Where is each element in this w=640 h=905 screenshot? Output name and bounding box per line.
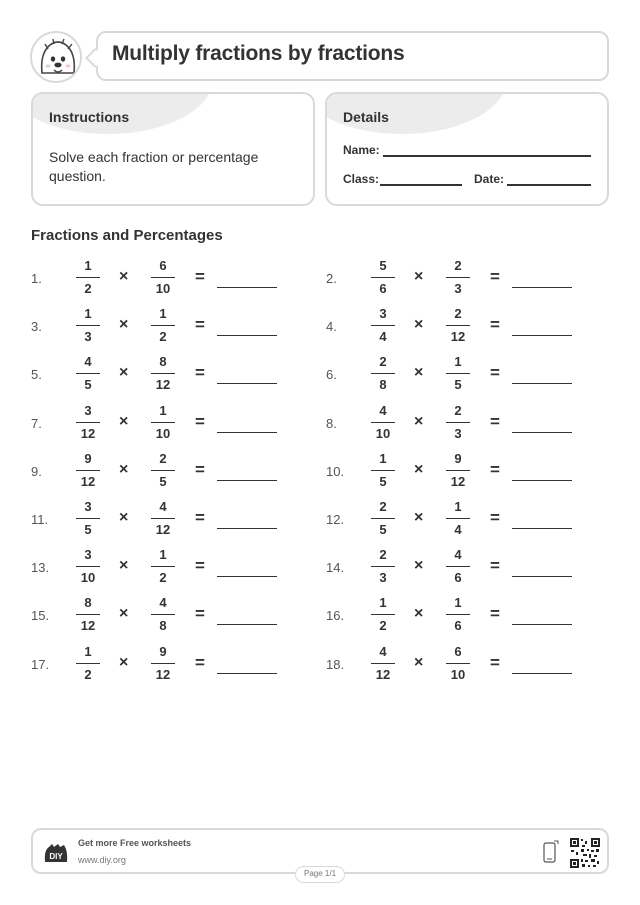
fraction-numerator: 3 bbox=[84, 499, 92, 514]
fraction-numerator: 2 bbox=[454, 258, 462, 273]
fraction-numerator: 4 bbox=[379, 402, 387, 418]
fraction-bar bbox=[446, 325, 470, 326]
problem-number: 16. bbox=[326, 608, 345, 624]
equals-sign: = bbox=[490, 508, 500, 527]
problem-item bbox=[326, 546, 586, 592]
fraction-numerator: 4 bbox=[379, 643, 387, 659]
problem-number: 12. bbox=[326, 512, 345, 527]
fraction bbox=[149, 594, 177, 635]
problem-item bbox=[31, 257, 291, 303]
date-field[interactable] bbox=[507, 184, 591, 186]
problem-number: 1. bbox=[31, 271, 42, 286]
problem-number: 7. bbox=[31, 415, 42, 431]
fraction-bar bbox=[446, 566, 470, 567]
fraction bbox=[149, 546, 177, 587]
fraction-numerator: 1 bbox=[84, 258, 92, 273]
fraction-bar bbox=[76, 422, 100, 423]
fraction-numerator: 1 bbox=[84, 643, 92, 659]
problem-item bbox=[326, 402, 586, 448]
fraction-denominator: 6 bbox=[454, 618, 462, 634]
fraction-numerator: 2 bbox=[159, 450, 167, 466]
fraction-denominator: 10 bbox=[155, 281, 171, 296]
fraction-bar bbox=[151, 277, 175, 278]
fraction bbox=[149, 257, 177, 298]
fraction-denominator: 3 bbox=[379, 570, 387, 586]
fraction bbox=[369, 498, 397, 539]
fraction bbox=[149, 498, 177, 539]
fraction-bar bbox=[151, 373, 175, 374]
answer-field[interactable] bbox=[217, 673, 277, 674]
fraction-bar bbox=[446, 518, 470, 519]
fraction-numerator: 6 bbox=[159, 258, 167, 273]
problem-number: 3. bbox=[31, 319, 42, 335]
fraction-bar bbox=[76, 566, 100, 567]
problem-item bbox=[326, 594, 586, 640]
equals-sign: = bbox=[490, 315, 500, 335]
problem-item bbox=[31, 305, 291, 351]
fraction-denominator: 3 bbox=[454, 281, 462, 296]
problem-item bbox=[31, 353, 291, 399]
details-heading: Details bbox=[343, 109, 389, 125]
instructions-text: Solve each fraction or percentage question. bbox=[49, 149, 259, 184]
equals-sign: = bbox=[195, 363, 205, 383]
problem-item bbox=[31, 546, 291, 592]
equals-sign: = bbox=[490, 556, 500, 576]
fraction bbox=[369, 546, 397, 587]
fraction bbox=[444, 450, 472, 491]
diy-logo-icon bbox=[43, 842, 69, 864]
fraction-denominator: 12 bbox=[155, 522, 171, 537]
fraction bbox=[149, 402, 177, 443]
times-sign: × bbox=[414, 460, 424, 478]
fraction-denominator: 8 bbox=[159, 618, 167, 634]
fraction-bar bbox=[371, 614, 395, 615]
class-field[interactable] bbox=[380, 184, 462, 186]
fraction-denominator: 2 bbox=[84, 281, 92, 296]
fraction-numerator: 9 bbox=[84, 450, 92, 466]
problem-number: 2. bbox=[326, 271, 337, 286]
mascot-avatar bbox=[30, 31, 82, 83]
fraction-numerator: 8 bbox=[159, 354, 167, 370]
fraction-numerator: 1 bbox=[159, 547, 167, 563]
fraction-numerator: 4 bbox=[159, 499, 167, 514]
fraction-bar bbox=[371, 325, 395, 326]
fraction-numerator: 3 bbox=[84, 402, 92, 418]
fraction bbox=[369, 450, 397, 491]
fraction bbox=[369, 305, 397, 346]
fraction-denominator: 12 bbox=[375, 666, 391, 682]
answer-field[interactable] bbox=[217, 432, 277, 433]
fraction-numerator: 1 bbox=[454, 595, 462, 611]
times-sign: × bbox=[119, 653, 129, 671]
fraction-bar bbox=[371, 422, 395, 423]
fraction-bar bbox=[371, 663, 395, 664]
equals-sign: = bbox=[195, 604, 205, 624]
fraction-numerator: 4 bbox=[454, 547, 462, 563]
times-sign: × bbox=[119, 509, 129, 526]
fraction-denominator: 10 bbox=[375, 425, 391, 441]
fraction-bar bbox=[371, 277, 395, 278]
fraction-bar bbox=[151, 566, 175, 567]
fraction bbox=[149, 305, 177, 346]
fraction-denominator: 2 bbox=[159, 329, 167, 345]
answer-field[interactable] bbox=[512, 335, 572, 336]
fraction-denominator: 12 bbox=[155, 377, 171, 393]
problem-number: 10. bbox=[326, 463, 345, 479]
fraction bbox=[444, 546, 472, 587]
fraction-bar bbox=[151, 422, 175, 423]
fraction-bar bbox=[151, 325, 175, 326]
fraction-denominator: 5 bbox=[379, 522, 387, 537]
fraction-denominator: 12 bbox=[155, 666, 171, 682]
fraction-denominator: 5 bbox=[84, 522, 92, 537]
date-label: Date: bbox=[474, 172, 505, 186]
problem-number: 15. bbox=[31, 608, 50, 624]
fraction-numerator: 1 bbox=[454, 354, 462, 370]
problem-number: 4. bbox=[326, 319, 337, 335]
fraction-bar bbox=[446, 470, 470, 471]
answer-field[interactable] bbox=[512, 432, 572, 433]
fraction-denominator: 12 bbox=[80, 473, 96, 489]
phone-icon bbox=[543, 840, 559, 864]
fraction bbox=[74, 546, 102, 587]
fraction-numerator: 1 bbox=[379, 595, 387, 611]
fraction-bar bbox=[371, 566, 395, 567]
equals-sign: = bbox=[195, 459, 205, 479]
fraction-denominator: 10 bbox=[80, 570, 96, 586]
answer-field[interactable] bbox=[512, 624, 572, 625]
fraction-denominator: 8 bbox=[379, 377, 387, 393]
fraction-bar bbox=[151, 663, 175, 664]
fraction-denominator: 12 bbox=[80, 618, 96, 634]
fraction-numerator: 1 bbox=[159, 306, 167, 322]
fraction-denominator: 2 bbox=[379, 618, 387, 634]
fraction bbox=[74, 498, 102, 539]
fraction-denominator: 4 bbox=[379, 329, 387, 345]
fraction-bar bbox=[446, 422, 470, 423]
fraction-bar bbox=[371, 373, 395, 374]
equals-sign: = bbox=[490, 267, 500, 286]
name-label: Name: bbox=[343, 143, 380, 157]
fraction-denominator: 12 bbox=[450, 329, 466, 345]
fraction-bar bbox=[151, 518, 175, 519]
fraction-bar bbox=[446, 277, 470, 278]
fraction-denominator: 6 bbox=[454, 570, 462, 586]
answer-field[interactable] bbox=[512, 383, 572, 384]
fraction bbox=[444, 594, 472, 635]
fraction bbox=[74, 450, 102, 491]
answer-field[interactable] bbox=[512, 528, 572, 529]
fraction bbox=[369, 643, 397, 684]
problem-item bbox=[326, 498, 586, 544]
fraction-bar bbox=[446, 373, 470, 374]
times-sign: × bbox=[414, 653, 424, 671]
times-sign: × bbox=[414, 412, 424, 430]
fraction bbox=[74, 257, 102, 298]
fraction bbox=[369, 257, 397, 298]
answer-field[interactable] bbox=[512, 673, 572, 674]
answer-field[interactable] bbox=[512, 576, 572, 577]
fraction-bar bbox=[446, 614, 470, 615]
page-title: Multiply fractions by fractions bbox=[112, 42, 405, 65]
fraction-numerator: 1 bbox=[84, 306, 92, 322]
fraction-numerator: 4 bbox=[84, 354, 92, 370]
answer-field[interactable] bbox=[217, 287, 277, 288]
fraction bbox=[74, 402, 102, 443]
problem-number: 9. bbox=[31, 463, 42, 479]
problem-number: 11. bbox=[31, 512, 49, 527]
fraction bbox=[369, 594, 397, 635]
fraction-denominator: 5 bbox=[379, 473, 387, 489]
fraction-bar bbox=[76, 325, 100, 326]
problem-item bbox=[31, 498, 291, 544]
fraction-numerator: 1 bbox=[159, 402, 167, 418]
fraction-denominator: 2 bbox=[84, 666, 92, 682]
problem-number: 17. bbox=[31, 656, 50, 672]
times-sign: × bbox=[119, 412, 129, 430]
fraction-numerator: 6 bbox=[454, 643, 462, 659]
fraction bbox=[149, 643, 177, 684]
fraction-bar bbox=[76, 518, 100, 519]
equals-sign: = bbox=[195, 652, 205, 672]
fraction bbox=[74, 353, 102, 394]
answer-field[interactable] bbox=[512, 287, 572, 288]
fraction-denominator: 6 bbox=[379, 281, 387, 296]
fraction-numerator: 3 bbox=[379, 306, 387, 322]
fraction bbox=[149, 450, 177, 491]
fraction-denominator: 10 bbox=[155, 425, 171, 441]
problem-number: 8. bbox=[326, 415, 337, 431]
instructions-panel bbox=[31, 92, 315, 206]
fraction-denominator: 12 bbox=[450, 473, 466, 489]
logo-text: DIY bbox=[49, 852, 63, 861]
equals-sign: = bbox=[195, 315, 205, 335]
fraction-numerator: 9 bbox=[454, 450, 462, 466]
times-sign: × bbox=[414, 605, 424, 623]
fraction-denominator: 3 bbox=[84, 329, 92, 345]
times-sign: × bbox=[414, 509, 424, 526]
equals-sign: = bbox=[195, 267, 205, 286]
problem-item bbox=[326, 305, 586, 351]
problem-item bbox=[326, 643, 586, 689]
fraction bbox=[444, 498, 472, 539]
problem-number: 13. bbox=[31, 560, 50, 576]
fraction bbox=[74, 594, 102, 635]
fraction bbox=[369, 402, 397, 443]
times-sign: × bbox=[414, 557, 424, 575]
fraction bbox=[444, 257, 472, 298]
problem-number: 14. bbox=[326, 560, 345, 576]
answer-field[interactable] bbox=[217, 528, 277, 529]
problem-item bbox=[31, 594, 291, 640]
fraction-bar bbox=[76, 277, 100, 278]
fraction-numerator: 8 bbox=[84, 595, 92, 611]
mascot-icon bbox=[32, 33, 82, 83]
fraction-bar bbox=[76, 663, 100, 664]
footer-url-link[interactable]: www.diy.org bbox=[78, 855, 126, 865]
fraction-numerator: 2 bbox=[454, 402, 462, 418]
fraction bbox=[149, 353, 177, 394]
instructions-heading: Instructions bbox=[49, 109, 130, 125]
fraction-denominator: 10 bbox=[450, 666, 466, 682]
fraction-denominator: 2 bbox=[159, 570, 167, 586]
fraction-bar bbox=[371, 470, 395, 471]
equals-sign: = bbox=[195, 556, 205, 576]
problem-number: 18. bbox=[326, 656, 345, 672]
answer-field[interactable] bbox=[217, 383, 277, 384]
answer-field[interactable] bbox=[217, 480, 277, 481]
problem-item bbox=[326, 257, 586, 303]
fraction-denominator: 3 bbox=[454, 425, 462, 441]
fraction bbox=[444, 643, 472, 684]
times-sign: × bbox=[119, 460, 129, 478]
fraction bbox=[74, 643, 102, 684]
fraction bbox=[444, 402, 472, 443]
problem-number: 5. bbox=[31, 367, 42, 383]
fraction-bar bbox=[151, 470, 175, 471]
problem-item bbox=[326, 450, 586, 496]
section-title: Fractions and Percentages bbox=[31, 227, 223, 244]
fraction-denominator: 5 bbox=[159, 473, 167, 489]
times-sign: × bbox=[414, 364, 424, 382]
problem-item bbox=[31, 643, 291, 689]
fraction bbox=[444, 353, 472, 394]
fraction-numerator: 4 bbox=[159, 595, 167, 611]
fraction-numerator: 1 bbox=[379, 450, 387, 466]
times-sign: × bbox=[414, 268, 424, 285]
fraction-denominator: 4 bbox=[454, 522, 462, 537]
fraction-bar bbox=[151, 614, 175, 615]
problem-item bbox=[31, 450, 291, 496]
fraction bbox=[369, 353, 397, 394]
answer-field[interactable] bbox=[512, 480, 572, 481]
problem-item bbox=[31, 402, 291, 448]
equals-sign: = bbox=[490, 363, 500, 383]
times-sign: × bbox=[119, 557, 129, 575]
answer-field[interactable] bbox=[217, 624, 277, 625]
equals-sign: = bbox=[490, 411, 500, 431]
fraction-numerator: 9 bbox=[159, 643, 167, 659]
fraction-bar bbox=[76, 470, 100, 471]
equals-sign: = bbox=[490, 604, 500, 624]
times-sign: × bbox=[119, 364, 129, 382]
footer-promo-text: Get more Free worksheets bbox=[78, 838, 192, 848]
equals-sign: = bbox=[195, 508, 205, 527]
answer-field[interactable] bbox=[217, 576, 277, 577]
fraction-numerator: 2 bbox=[379, 354, 387, 370]
fraction-bar bbox=[446, 663, 470, 664]
qr-code-icon[interactable] bbox=[569, 837, 601, 869]
fraction-bar bbox=[76, 373, 100, 374]
page-indicator: Page 1/1 bbox=[295, 866, 345, 883]
details-panel bbox=[325, 92, 609, 206]
times-sign: × bbox=[119, 605, 129, 623]
fraction-numerator: 1 bbox=[454, 499, 462, 514]
fraction-numerator: 3 bbox=[84, 547, 92, 563]
times-sign: × bbox=[414, 316, 424, 334]
times-sign: × bbox=[119, 316, 129, 334]
fraction-numerator: 2 bbox=[379, 547, 387, 563]
fraction-bar bbox=[76, 614, 100, 615]
equals-sign: = bbox=[490, 459, 500, 479]
name-field[interactable] bbox=[383, 155, 591, 157]
times-sign: × bbox=[119, 268, 129, 285]
fraction bbox=[74, 305, 102, 346]
equals-sign: = bbox=[490, 652, 500, 672]
class-label: Class: bbox=[343, 172, 380, 186]
fraction-denominator: 5 bbox=[454, 377, 462, 393]
equals-sign: = bbox=[195, 411, 205, 431]
fraction-numerator: 5 bbox=[379, 258, 387, 273]
answer-field[interactable] bbox=[217, 335, 277, 336]
fraction bbox=[444, 305, 472, 346]
fraction-numerator: 2 bbox=[379, 499, 387, 514]
fraction-denominator: 5 bbox=[84, 377, 92, 393]
problem-item bbox=[326, 353, 586, 399]
fraction-denominator: 12 bbox=[80, 425, 96, 441]
fraction-numerator: 2 bbox=[454, 306, 462, 322]
problem-number: 6. bbox=[326, 367, 337, 383]
fraction-bar bbox=[371, 518, 395, 519]
